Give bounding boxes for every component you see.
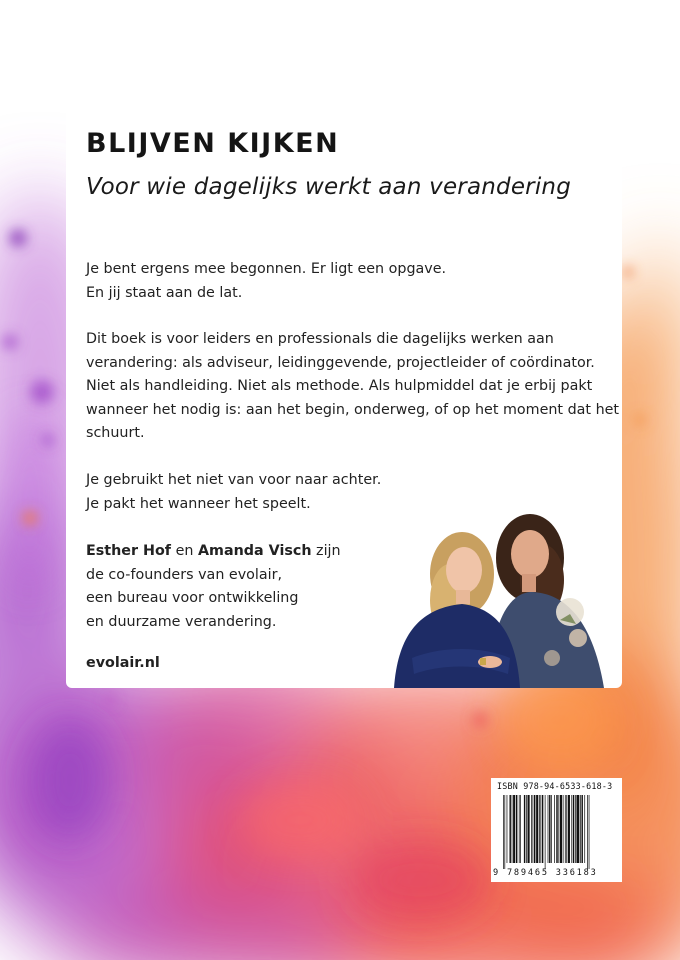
barcode-bar [568, 795, 570, 863]
author-name-2: Amanda Visch [197, 543, 312, 559]
barcode-bar [551, 795, 552, 863]
blurb-paragraph-2 [86, 328, 626, 446]
barcode-bar [560, 795, 562, 863]
barcode-bar [556, 795, 557, 863]
blurb-line: Dit boek is voor leiders en professionals die dagelijks werken aan [86, 331, 554, 347]
blurb-line: Niet als handleiding. Niet als methode. Als hulpmiddel dat je erbij pakt [86, 378, 593, 394]
blurb-line: En jij staat aan de lat. [86, 284, 243, 301]
author-connector: en [171, 543, 198, 559]
barcode-bar [512, 795, 513, 863]
barcode-bar [504, 795, 505, 869]
barcode-bar [539, 795, 540, 863]
barcode-bar [520, 795, 521, 863]
barcode-bar [526, 795, 527, 863]
barcode-bar [580, 795, 581, 863]
blurb-line: Je bent ergens mee begonnen. Er ligt een opgave. [86, 261, 447, 277]
barcode-bar [565, 795, 566, 863]
barcode-bar [571, 795, 572, 863]
barcode-bar [542, 795, 543, 863]
barcode-bar [509, 795, 510, 863]
barcode-bar [533, 795, 534, 863]
blurb-line: Je gebruikt het niet van voor naar achter. [86, 472, 382, 488]
barcode-bar [524, 795, 525, 863]
barcode-bar [549, 795, 550, 863]
bio-line: de co-founders van evolair, [86, 566, 283, 583]
book-title: BLIJVEN KIJKEN [86, 128, 340, 159]
author-suffix: zijn [311, 543, 341, 559]
blurb-line: verandering: als adviseur, leidinggevende, projectleider of coördinator. [86, 354, 595, 371]
barcode-bar [587, 795, 588, 869]
isbn-label: ISBN 978-94-6533-618-3 [497, 781, 613, 791]
blurb-line: wanneer het nodig is: aan het begin, onderweg, of op het moment dat het [86, 401, 620, 418]
barcode-bar [573, 795, 574, 863]
book-subtitle: Voor wie dagelijks werkt aan verandering [86, 174, 571, 200]
barcode-bar [507, 795, 508, 863]
barcode-bar [540, 795, 541, 863]
barcode-bar [503, 795, 504, 869]
barcode-bar [536, 795, 538, 863]
bio-line: een bureau voor ontwikkeling [86, 590, 299, 606]
authors-photo [392, 508, 610, 688]
author-name-1: Esther Hof [86, 543, 172, 559]
barcode-bar [575, 795, 576, 863]
barcode-bar [513, 795, 515, 863]
barcode-bar [584, 795, 585, 863]
isbn-digits: 9 789465 336183 [493, 868, 598, 878]
barcode-bar [519, 795, 520, 863]
barcode-bar [527, 795, 529, 863]
barcode-bar [581, 795, 582, 863]
blurb-line: Je pakt het wanneer het speelt. [86, 495, 311, 512]
barcode-bar [563, 795, 564, 863]
barcode-bar [554, 795, 555, 863]
barcode-bar [558, 795, 559, 863]
barcode-bar [516, 795, 517, 863]
barcode-bar [576, 795, 579, 863]
bio-line: en duurzame verandering. [86, 613, 277, 630]
barcode-bar [589, 795, 590, 869]
blurb-paragraph-1 [86, 258, 626, 305]
barcode-bar [545, 795, 546, 869]
author-bio [86, 540, 386, 634]
barcode-bar [531, 795, 532, 863]
barcode-bar [566, 795, 567, 863]
barcode [503, 795, 615, 869]
barcode-bar [534, 795, 535, 863]
website-url: evolair.nl [86, 655, 160, 671]
barcode-bar [548, 795, 549, 863]
blurb-line: schuurt. [86, 425, 145, 441]
